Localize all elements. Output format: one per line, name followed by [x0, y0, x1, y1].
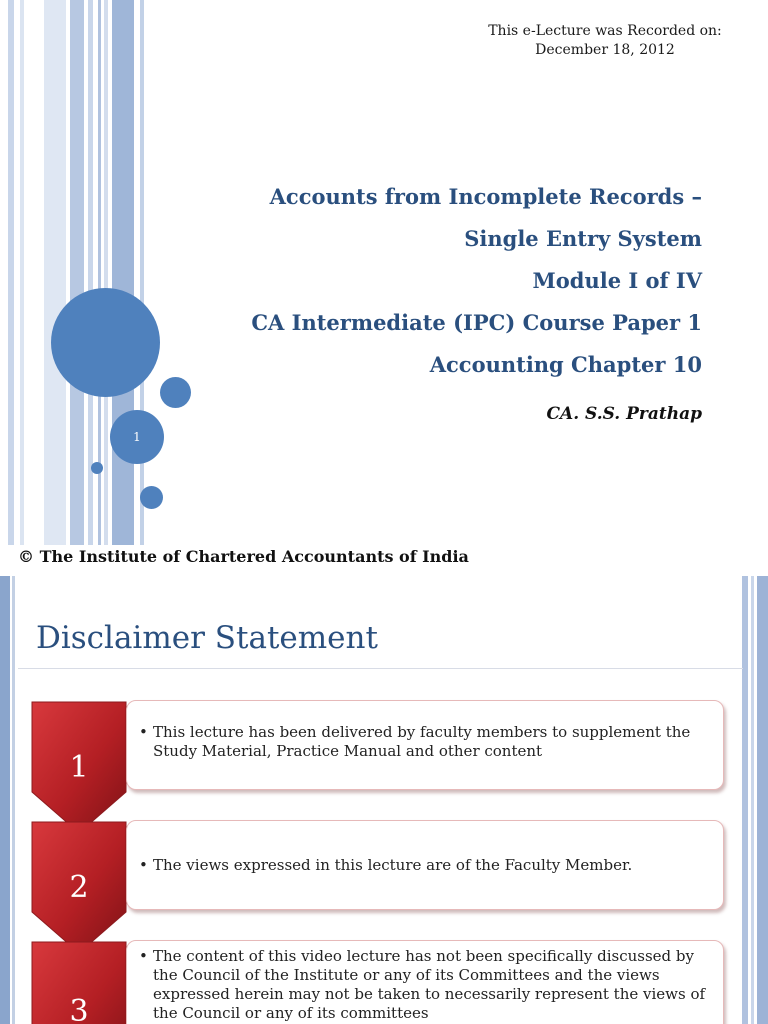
title-divider	[18, 668, 743, 669]
bullet-glyph: •	[139, 856, 148, 874]
bullet-glyph: •	[139, 947, 148, 965]
title-line: CA Intermediate (IPC) Course Paper 1	[251, 310, 702, 335]
title-line: Single Entry System	[464, 226, 702, 251]
right-border-stripe	[751, 576, 754, 1024]
right-border-stripe	[742, 576, 748, 1024]
small-circle-decoration	[91, 462, 103, 474]
copyright-notice: © The Institute of Chartered Accountants of India	[18, 547, 469, 566]
title-line: Accounts from Incomplete Records –	[269, 184, 702, 209]
item-text-box	[126, 940, 724, 1024]
item-text: The views expressed in this lecture are of the Faculty Member.	[153, 856, 633, 874]
slide-title: Disclaimer Statement	[36, 620, 378, 656]
left-border-stripe	[0, 576, 10, 1024]
item-text-box	[126, 820, 724, 910]
bullet-glyph: •	[139, 723, 148, 741]
slide-title	[251, 176, 702, 386]
title-line: Accounting Chapter 10	[429, 352, 702, 377]
small-circle-decoration	[140, 486, 163, 509]
title-line: Module I of IV	[532, 268, 702, 293]
author-name: CA. S.S. Prathap	[546, 404, 702, 424]
item-text: The content of this video lecture has not been specifically discussed by the Council of the Institute or any of its Committees and the views expressed herein may not be taken to necessarily represent the views of the Council or any of its committees	[153, 947, 706, 1022]
decorative-stripes	[0, 0, 150, 545]
slide-number: 1	[110, 410, 164, 464]
recorded-date: December 18, 2012	[535, 42, 675, 58]
disclaimer-slide	[0, 576, 768, 1024]
medium-circle-decoration	[160, 377, 191, 408]
item-number: 1	[69, 750, 89, 785]
recorded-label: This e-Lecture was Recorded on:	[488, 23, 722, 39]
recording-note	[460, 22, 750, 60]
item-number: 2	[69, 870, 89, 905]
left-border-stripe	[12, 576, 15, 1024]
item-text: This lecture has been delivered by faculty members to supplement the Study Material, Practice Manual and other content	[153, 723, 691, 760]
item-number: 3	[69, 994, 89, 1024]
large-circle-decoration	[51, 288, 160, 397]
right-border-stripe	[757, 576, 768, 1024]
item-text-box	[126, 700, 724, 790]
